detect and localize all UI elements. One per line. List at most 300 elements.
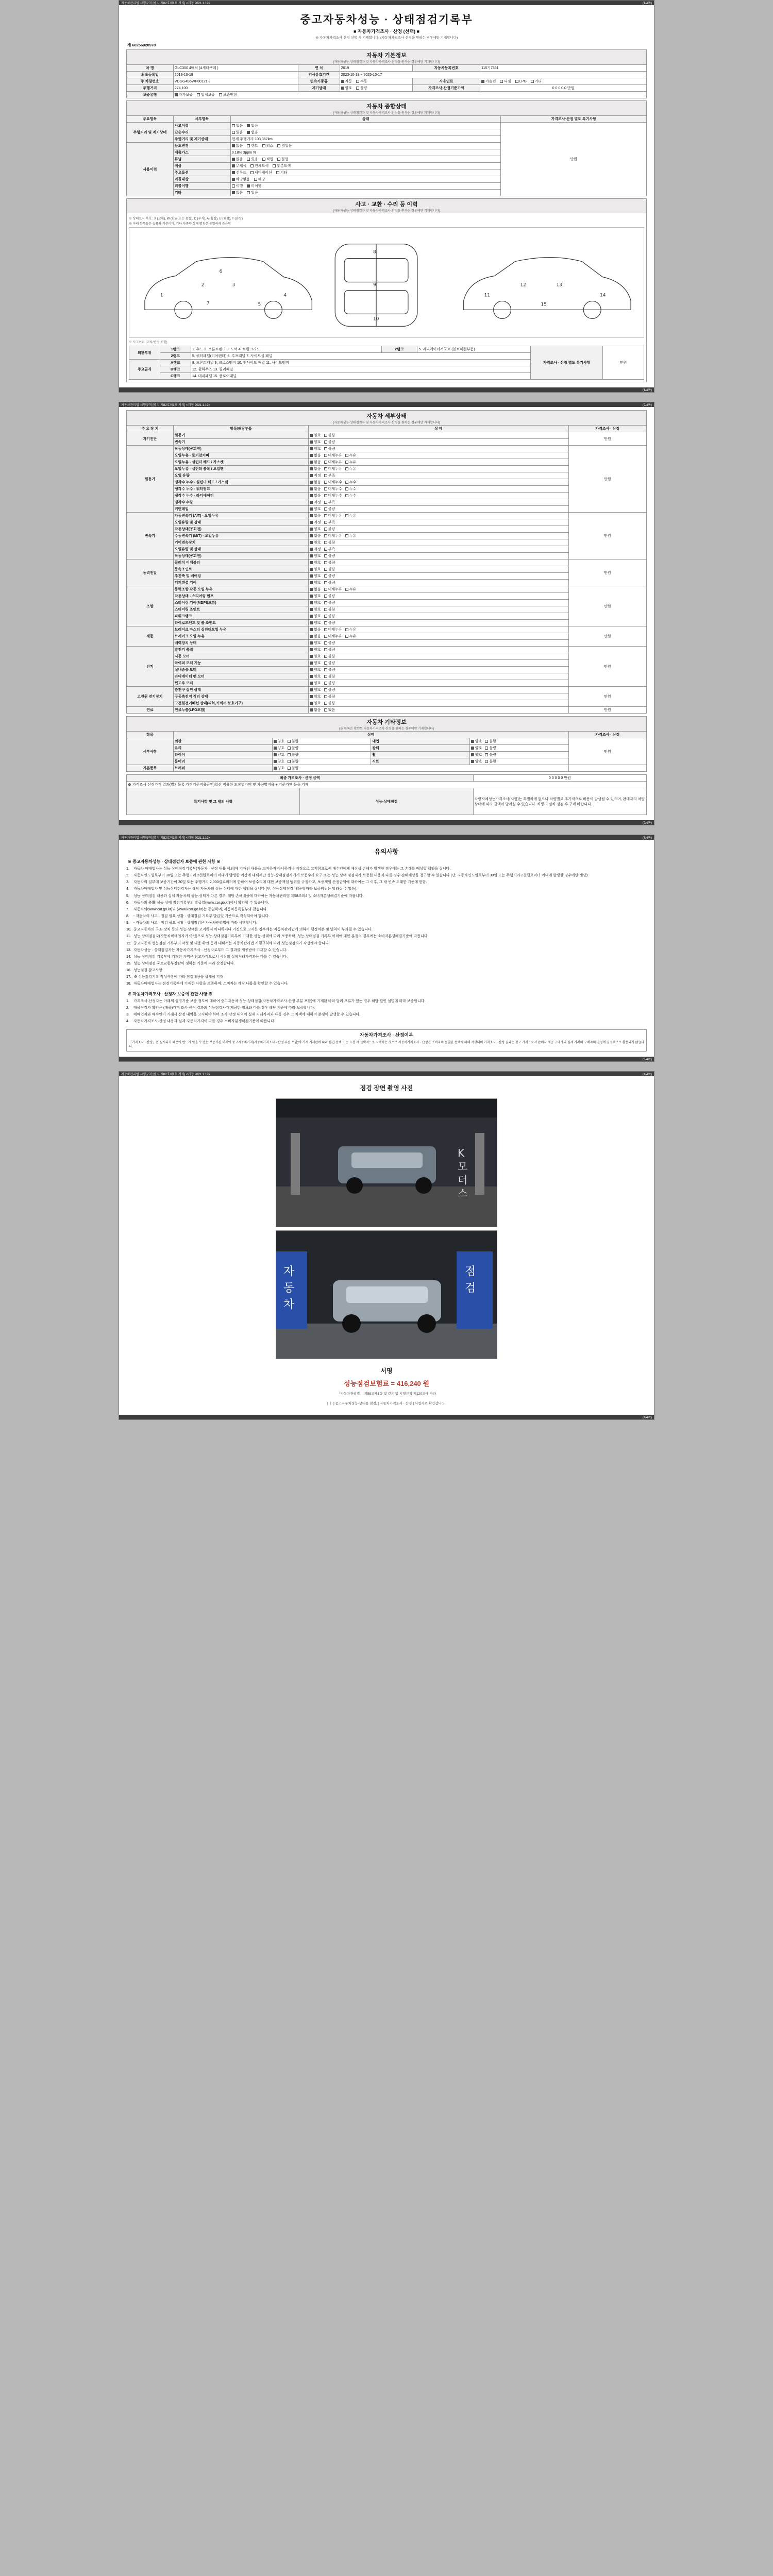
page-2-ref: 자동차관리법 시행규칙 [별지 제82호의1호 서식] <개정 2021.1.19> bbox=[121, 404, 210, 407]
accident-price-head: 가격조사 · 산정 별도 특기사항 bbox=[531, 346, 603, 380]
tuning-none[interactable]: 없음 bbox=[232, 157, 243, 162]
detail-group-4: 조향 bbox=[127, 586, 174, 626]
disclaimer-box bbox=[126, 1029, 647, 1052]
detail-option-양호[interactable]: 양호 bbox=[310, 506, 321, 512]
detail-state-cell bbox=[309, 513, 569, 519]
detail-option-없음[interactable]: 없음 bbox=[310, 486, 321, 492]
other-item-state-b bbox=[469, 738, 568, 745]
list-item-text: 자동차매매업자 및 성능상태점검자는 해당 자동차의 성능·상태에 대한 책임을 집니다 (단, 성능상태점검 내용에 따라 보증범위는 달라질 수 있음). bbox=[133, 887, 358, 891]
list-item-number: 13. bbox=[126, 948, 131, 952]
svg-text:15: 15 bbox=[541, 302, 547, 308]
pricing-digit-4: 0 bbox=[558, 776, 560, 780]
tuning-yes[interactable]: 있음 bbox=[247, 157, 258, 162]
list-item bbox=[126, 1006, 647, 1011]
table-row bbox=[127, 432, 647, 439]
other-option-불량[interactable]: 불량 bbox=[288, 745, 299, 751]
detail-state-cell bbox=[309, 593, 569, 600]
fuel-option-etc[interactable]: 기타 bbox=[531, 79, 542, 84]
pricing-digit-2: 0 bbox=[551, 776, 554, 780]
detail-option-없음[interactable]: 없음 bbox=[310, 466, 321, 471]
detail-option-불량[interactable]: 불량 bbox=[324, 527, 335, 532]
detail-col-device: 주 요 장 치 bbox=[127, 426, 174, 432]
detail-option-미세누유[interactable]: 미세누유 bbox=[324, 453, 342, 458]
warranty-none[interactable]: 보증안함 bbox=[219, 92, 237, 97]
detail-option-양호[interactable]: 양호 bbox=[310, 433, 321, 438]
detail-option-적정[interactable]: 적정 bbox=[310, 473, 321, 478]
recall-yes[interactable]: 해당 bbox=[254, 177, 265, 182]
fuel-option-diesel[interactable]: 디젤 bbox=[500, 79, 511, 84]
simple-repair-no[interactable]: 없음 bbox=[247, 130, 258, 135]
page-3-bottom-number: (3/4쪽) bbox=[642, 1058, 652, 1062]
table-row bbox=[127, 513, 647, 519]
usage-business[interactable]: 영업용 bbox=[277, 143, 292, 148]
detail-option-미세누수[interactable]: 미세누수 bbox=[324, 493, 342, 498]
detail-part-label: 배력장치 상태 bbox=[173, 640, 308, 647]
svg-text:스: 스 bbox=[458, 1187, 468, 1200]
legend-main-frame: 주요골격 bbox=[129, 360, 160, 380]
list-item-number: 5. bbox=[126, 894, 129, 898]
notice-items-list bbox=[126, 867, 647, 987]
detail-option-적정[interactable]: 적정 bbox=[310, 547, 321, 552]
other-option-b-양호[interactable]: 양호 bbox=[471, 752, 482, 757]
other-option-b-불량[interactable]: 불량 bbox=[485, 745, 496, 751]
detail-col-price: 가격조사 · 산정 bbox=[568, 426, 646, 432]
extra-yes[interactable]: 있음 bbox=[247, 190, 258, 195]
detail-option-양호[interactable]: 양호 bbox=[310, 640, 321, 646]
detail-option-없음[interactable]: 없음 bbox=[310, 533, 321, 538]
legend-rank-c: C랭크 bbox=[160, 373, 191, 380]
detail-state-cell bbox=[309, 439, 569, 446]
inspection-photo-2[interactable] bbox=[276, 1230, 497, 1359]
detail-option-없음[interactable]: 없음 bbox=[310, 627, 321, 632]
detail-option-양호[interactable]: 양호 bbox=[310, 694, 321, 699]
list-item-number: 4. bbox=[126, 887, 129, 891]
pricing-left-head: 특기사항 및 그 밖의 사항 bbox=[127, 788, 300, 815]
page-2-bottom-number: (2/4쪽) bbox=[642, 822, 652, 825]
other-option-b-양호[interactable]: 양호 bbox=[471, 759, 482, 764]
value-plate: 115기7561 bbox=[480, 65, 647, 72]
car-damage-diagram[interactable] bbox=[129, 227, 644, 338]
detail-state-cell bbox=[309, 479, 569, 486]
overall-price-note: 만원 bbox=[501, 123, 647, 196]
list-item-number: 3. bbox=[126, 880, 129, 885]
detail-option-불량[interactable]: 불량 bbox=[324, 553, 335, 558]
detail-option-적정[interactable]: 적정 bbox=[310, 520, 321, 525]
recall-done-yes[interactable]: 이행 bbox=[232, 183, 243, 189]
detail-option-양호[interactable]: 양호 bbox=[310, 580, 321, 585]
row-state-tuning bbox=[230, 156, 501, 163]
document-number: 제 60256020978 bbox=[127, 43, 156, 47]
detail-option-부족[interactable]: 부족 bbox=[324, 547, 335, 552]
legend-rank-2-items: 5. 라디에이터서포트 (볼트체결부품) bbox=[417, 346, 531, 353]
other-item-label-a: 외관 bbox=[173, 738, 272, 745]
detail-option-양호[interactable]: 양호 bbox=[310, 687, 321, 692]
detail-option-누유[interactable]: 누유 bbox=[345, 466, 357, 471]
detail-option-미세누수[interactable]: 미세누수 bbox=[324, 480, 342, 485]
option-navigation[interactable]: 내비게이션 bbox=[250, 170, 272, 175]
page-4-ref: 자동차관리법 시행규칙 [별지 제82호의1호 서식] <개정 2021.1.19> bbox=[121, 1073, 210, 1077]
detail-option-없음[interactable]: 없음 bbox=[310, 513, 321, 518]
other-item-state-b bbox=[469, 752, 568, 758]
page-2-top-bar bbox=[119, 402, 654, 407]
other-table-body bbox=[127, 738, 647, 772]
detail-part-label: 냉각수 누수 - 라디에이터 bbox=[173, 493, 308, 499]
detail-option-불량[interactable]: 불량 bbox=[324, 687, 335, 692]
value-vin: VDGG4B5WP80121 3 bbox=[173, 78, 298, 85]
row-state-color bbox=[230, 163, 501, 170]
detail-option-없음[interactable]: 없음 bbox=[310, 493, 321, 498]
detail-state-cell bbox=[309, 493, 569, 499]
section-overall-sub: (자동차성능·상태점검자 및 자동차가격조사·산정을 원하는 경우에만 기재합니다) bbox=[333, 112, 440, 115]
list-item bbox=[126, 921, 647, 926]
detail-part-label: 클러치 어셈블리 bbox=[173, 560, 308, 566]
detail-option-불량[interactable]: 불량 bbox=[324, 614, 335, 619]
signature-footer-2: [ ㅣ ] 중고자동차성능·상태를 점검, [ 자동차가격조사 · 산정 ] 사업자로 확인합니다. bbox=[327, 1402, 446, 1406]
detail-part-label: 냉각수 누수 - 실린더 헤드 / 가스켓 bbox=[173, 479, 308, 486]
list-item bbox=[126, 968, 647, 973]
detail-option-불량[interactable]: 불량 bbox=[324, 667, 335, 672]
detail-option-불량[interactable]: 불량 bbox=[324, 647, 335, 652]
pricing-digit-5: 0 bbox=[561, 776, 563, 780]
detail-option-부족[interactable]: 부족 bbox=[324, 520, 335, 525]
detail-state-cell bbox=[309, 673, 569, 680]
detail-part-label: 윈도우 모터 bbox=[173, 680, 308, 687]
other-basic-option-불량[interactable]: 불량 bbox=[288, 766, 299, 771]
pricing-digit-1: 0 bbox=[548, 776, 551, 780]
other-option-양호[interactable]: 양호 bbox=[274, 739, 285, 744]
detail-option-양호[interactable]: 양호 bbox=[310, 594, 321, 599]
list-item-text: 자동차성능 · 상태점검자는 자동차가격조사 · 산정자로부터 그 결과를 제공받아 기재할 수 있습니다. bbox=[133, 948, 288, 952]
list-item-number: 17. bbox=[126, 975, 131, 979]
other-option-양호[interactable]: 양호 bbox=[274, 759, 285, 764]
detail-option-없음[interactable]: 없음 bbox=[310, 453, 321, 458]
legend-rank-a-items: 8. 프론트패널 9. 크로스멤버 10. 인사이드 패널 11. 사이드멤버 bbox=[191, 360, 530, 366]
detail-option-양호[interactable]: 양호 bbox=[310, 607, 321, 612]
pricing-left-sub: 성능·상태점검 bbox=[300, 788, 473, 815]
color-full[interactable]: 전체도색 bbox=[250, 163, 268, 168]
svg-text:10: 10 bbox=[373, 316, 379, 322]
detail-part-label: 오일 유량 bbox=[173, 472, 308, 479]
other-option-b-양호[interactable]: 양호 bbox=[471, 739, 482, 744]
detail-option-불량[interactable]: 불량 bbox=[324, 660, 335, 666]
other-basic-label: 브러쉬 bbox=[173, 765, 272, 772]
detail-part-label: 브레이크 오일 누유 bbox=[173, 633, 308, 640]
value-year: 2019 bbox=[340, 65, 412, 72]
detail-option-불량[interactable]: 불량 bbox=[324, 540, 335, 545]
detail-option-양호[interactable]: 양호 bbox=[310, 667, 321, 672]
svg-text:자: 자 bbox=[283, 1265, 295, 1279]
other-item-state-a bbox=[272, 752, 371, 758]
list-item-number: 4. bbox=[126, 1019, 129, 1023]
page-1-bottom-number: (1/4쪽) bbox=[642, 389, 652, 392]
table-row bbox=[127, 738, 647, 745]
detail-option-양호[interactable]: 양호 bbox=[310, 439, 321, 445]
svg-text:4: 4 bbox=[283, 293, 287, 298]
usage-lease[interactable]: 리스 bbox=[262, 143, 274, 148]
detail-option-불량[interactable]: 불량 bbox=[324, 681, 335, 686]
page-3-top-bar bbox=[119, 835, 654, 840]
detail-option-불량[interactable]: 불량 bbox=[324, 560, 335, 565]
detail-price-cell: 만원 bbox=[568, 687, 646, 707]
inspection-photo-1[interactable] bbox=[276, 1098, 497, 1227]
row-state-options bbox=[230, 170, 501, 176]
detail-option-불량[interactable]: 불량 bbox=[324, 640, 335, 646]
legend-rank-b: B랭크 bbox=[160, 366, 191, 373]
detail-option-없음[interactable]: 없음 bbox=[310, 587, 321, 592]
row-state-usage-change bbox=[230, 143, 501, 149]
list-item-text: 자동차의 일부에 보증기간이 30일 또는 주행거리 2,000킬로미터에 한하여 보증수리에 대한 보증책임 범위를 규정하고, 보증책임 산정금액에 대하여는 그 이후, 그 밖 변속 도래한 기준에 한함. bbox=[133, 880, 427, 885]
detail-option-불량[interactable]: 불량 bbox=[324, 439, 335, 445]
page-subtitle-note: ※ 자동차가격조사·산정 선택 시 기재합니다. (자동차가격조사·산정을 원하는 경우에만 기재합니다) bbox=[315, 36, 458, 40]
detail-option-양호[interactable]: 양호 bbox=[310, 573, 321, 579]
list-item-number: 2. bbox=[126, 1006, 129, 1010]
label-car-name: 차 명 bbox=[127, 65, 174, 72]
page-number-2: (2/4쪽) bbox=[642, 404, 652, 407]
list-item-text: 자동차인도일로부터 30일 또는 주행거리 2천킬로미터 이내에 발생한 이상에 대해서만 성능·상태점검자에게 보증수리 요구 또는 성능·상태 점검자가 보증한 내용과 다를 경우 손해배상을 청구할 수 있습니다 (단, 자동차인도일로부터 30일 또는 주행거리 2천킬로미터 이내에 발생한 경우에만 해당). bbox=[133, 874, 589, 878]
accident-no[interactable]: 없음 bbox=[247, 123, 258, 128]
notice-sub-items-list bbox=[126, 999, 647, 1025]
other-item-state-b bbox=[469, 745, 568, 752]
mileage-value: 현재 주행거리 103,367km bbox=[231, 138, 273, 141]
detail-group-0: 자기진단 bbox=[127, 432, 174, 446]
svg-text:모: 모 bbox=[458, 1160, 468, 1173]
detail-col-part: 항목/해당부품 bbox=[173, 426, 308, 432]
fuel-option-gasoline[interactable]: 가솔린 bbox=[481, 79, 496, 84]
detail-option-누유[interactable]: 누유 bbox=[345, 587, 357, 592]
other-option-b-불량[interactable]: 불량 bbox=[485, 759, 496, 764]
detail-option-불량[interactable]: 불량 bbox=[324, 567, 335, 572]
page-1-top-bar bbox=[119, 1, 654, 5]
list-item-text: 성능·상태점검 기록부에 기재된 가격은 참고가격으로서 시장의 실제거래가격과는 다를 수 있습니다. bbox=[133, 955, 288, 959]
detail-state-cell bbox=[309, 506, 569, 513]
detail-option-누수[interactable]: 누수 bbox=[345, 493, 357, 498]
detail-option-양호[interactable]: 양호 bbox=[310, 654, 321, 659]
detail-option-불량[interactable]: 불량 bbox=[324, 701, 335, 706]
recall-done-no[interactable]: 미이행 bbox=[247, 183, 261, 189]
detail-option-불량[interactable]: 불량 bbox=[324, 506, 335, 512]
detail-option-양호[interactable]: 양호 bbox=[310, 527, 321, 532]
detail-option-불량[interactable]: 불량 bbox=[324, 433, 335, 438]
detail-option-양호[interactable]: 양호 bbox=[310, 647, 321, 652]
detail-option-적정[interactable]: 적정 bbox=[310, 500, 321, 505]
table-row bbox=[127, 707, 647, 714]
usage-rent[interactable]: 렌트 bbox=[247, 143, 258, 148]
legend-rank-1: 1랭크 bbox=[160, 346, 191, 353]
detail-option-미세누유[interactable]: 미세누유 bbox=[324, 513, 342, 518]
pricing-unit: 만원 bbox=[564, 776, 571, 780]
detail-option-미세누유[interactable]: 미세누유 bbox=[324, 466, 342, 471]
row-sub-extra: 기타 bbox=[173, 190, 230, 196]
meter-good[interactable]: 양호 bbox=[341, 86, 352, 91]
list-item-text: 성능점검 참고사항 bbox=[133, 969, 163, 973]
col-state: 상태 bbox=[230, 116, 501, 123]
detail-option-미세누유[interactable]: 미세누유 bbox=[324, 627, 342, 632]
list-item-text: 자동차매매업자는 점검기록부에 기재한 사항을 보증하며, 소비자는 해당 내용을 확인할 수 있습니다. bbox=[133, 982, 289, 986]
table-row bbox=[127, 586, 647, 593]
detail-option-양호[interactable]: 양호 bbox=[310, 614, 321, 619]
row-state-emission: 0.18% 3ppm % bbox=[230, 149, 501, 156]
detail-state-cell bbox=[309, 680, 569, 687]
detail-option-불량[interactable]: 불량 bbox=[324, 580, 335, 585]
fuel-option-lpg[interactable]: LPG bbox=[515, 80, 527, 83]
transmission-option-auto[interactable]: 자동 bbox=[341, 79, 352, 84]
other-group-label: 세부사항 bbox=[127, 738, 174, 765]
car-diagram-svg bbox=[129, 228, 644, 337]
detail-option-누유[interactable]: 누유 bbox=[345, 627, 357, 632]
option-sunroof[interactable]: 선루프 bbox=[232, 170, 246, 175]
detail-part-label: 라디에이터 팬 모터 bbox=[173, 673, 308, 680]
detail-option-양호[interactable]: 양호 bbox=[310, 553, 321, 558]
other-option-b-불량[interactable]: 불량 bbox=[485, 752, 496, 757]
accident-yes[interactable]: 있음 bbox=[232, 123, 243, 128]
detail-option-누수[interactable]: 누수 bbox=[345, 486, 357, 492]
meter-bad[interactable]: 불량 bbox=[356, 86, 367, 91]
svg-text:5: 5 bbox=[258, 302, 261, 308]
detail-option-양호[interactable]: 양호 bbox=[310, 560, 321, 565]
list-item-text: ※ 성능점검기록 작성사항에 따라 점검내용을 상세히 기재 bbox=[133, 975, 224, 979]
detail-part-label: 오일유량 및 상태 bbox=[173, 519, 308, 526]
color-partial[interactable]: 부분도색 bbox=[273, 163, 291, 168]
price-label: 성능점검보험료 = bbox=[344, 1380, 395, 1388]
row-sub-recall-done: 리콜이행 bbox=[173, 183, 230, 190]
list-item-text: 성능·상태점검 내용과 실제 자동차의 성능·상태가 다른 경우, 해당 손해배상에 대하여는 자동차관리법 제58조의4 및 소비자분쟁해결기준에 따릅니다. bbox=[133, 894, 364, 898]
warranty-company[interactable]: 업체보증 bbox=[197, 92, 215, 97]
detail-option-불량[interactable]: 불량 bbox=[324, 607, 335, 612]
detail-option-없음[interactable]: 없음 bbox=[310, 460, 321, 465]
detail-option-없음[interactable]: 없음 bbox=[310, 480, 321, 485]
detail-option-양호[interactable]: 양호 bbox=[310, 620, 321, 625]
table-row bbox=[127, 78, 647, 85]
detail-option-누유[interactable]: 누유 bbox=[345, 460, 357, 465]
detail-state-cell bbox=[309, 499, 569, 506]
section-accident bbox=[126, 198, 647, 213]
detail-option-있음[interactable]: 있음 bbox=[324, 707, 335, 713]
detail-state-cell bbox=[309, 519, 569, 526]
detail-part-label: 디퍼렌셜 기어 bbox=[173, 580, 308, 586]
tuning-illegal[interactable]: 불법 bbox=[277, 157, 289, 162]
detail-option-미세누수[interactable]: 미세누수 bbox=[324, 486, 342, 492]
list-item-number: 1. bbox=[126, 867, 129, 871]
detail-option-미세누유[interactable]: 미세누유 bbox=[324, 634, 342, 639]
detail-option-양호[interactable]: 양호 bbox=[310, 600, 321, 605]
detail-option-양호[interactable]: 양호 bbox=[310, 567, 321, 572]
svg-text:터: 터 bbox=[458, 1174, 468, 1187]
row-state-accident bbox=[230, 123, 501, 129]
detail-option-누유[interactable]: 누유 bbox=[345, 453, 357, 458]
transmission-option-manual[interactable]: 수동 bbox=[356, 79, 367, 84]
detail-part-label: 원동기 bbox=[173, 432, 308, 439]
detail-option-양호[interactable]: 양호 bbox=[310, 681, 321, 686]
detail-state-cell bbox=[309, 667, 569, 673]
signature-footer-1: 「자동차관리법」 제58조제1항 및 같은 법 시행규칙 제120조에 따라 bbox=[337, 1392, 436, 1396]
detail-option-누유[interactable]: 누유 bbox=[345, 533, 357, 538]
page-number-1: (1/4쪽) bbox=[642, 2, 652, 5]
detail-option-미세누유[interactable]: 미세누유 bbox=[324, 533, 342, 538]
other-option-불량[interactable]: 불량 bbox=[288, 759, 299, 764]
detail-option-누수[interactable]: 누수 bbox=[345, 480, 357, 485]
detail-part-label: 기어변속장치 bbox=[173, 539, 308, 546]
tuning-legal[interactable]: 적법 bbox=[262, 157, 274, 162]
detail-option-불량[interactable]: 불량 bbox=[324, 654, 335, 659]
detail-option-양호[interactable]: 양호 bbox=[310, 660, 321, 666]
detail-option-미세누유[interactable]: 미세누유 bbox=[324, 587, 342, 592]
usage-none[interactable]: 없음 bbox=[232, 143, 243, 148]
recall-none[interactable]: 해당없음 bbox=[232, 177, 250, 182]
detail-part-label: 냉각수 수량 bbox=[173, 499, 308, 506]
detail-part-label: 스티어링 조인트 bbox=[173, 606, 308, 613]
legend-rank-c-items: 14. 대쉬패널 15. 플로어패널 bbox=[191, 373, 530, 380]
other-option-b-양호[interactable]: 양호 bbox=[471, 745, 482, 751]
detail-option-불량[interactable]: 불량 bbox=[324, 573, 335, 579]
detail-part-label: 오일누유 - 실린더 블록 / 오일팬 bbox=[173, 466, 308, 472]
list-item bbox=[126, 894, 647, 899]
label-warranty: 보증유형 bbox=[127, 92, 174, 98]
row-label-mileage-group: 주행거리 및 계기상태 bbox=[127, 123, 174, 143]
detail-option-불량[interactable]: 불량 bbox=[324, 594, 335, 599]
basic-info-table bbox=[126, 64, 647, 98]
detail-group-2: 변속기 bbox=[127, 513, 174, 560]
detail-option-양호[interactable]: 양호 bbox=[310, 674, 321, 679]
other-col-price: 가격조사 · 산정 bbox=[568, 732, 646, 738]
other-option-b-불량[interactable]: 불량 bbox=[485, 739, 496, 744]
detail-part-label: 고전원전기배선 상태(피복,커넥터,보호기구) bbox=[173, 700, 308, 707]
detail-table bbox=[126, 425, 647, 714]
detail-option-누유[interactable]: 누유 bbox=[345, 634, 357, 639]
detail-state-cell bbox=[309, 586, 569, 593]
detail-option-양호[interactable]: 양호 bbox=[310, 540, 321, 545]
detail-option-불량[interactable]: 불량 bbox=[324, 446, 335, 451]
section-accident-title: 사고 · 교환 · 수리 등 이력 bbox=[355, 201, 418, 208]
label-fuel: 사용연료 bbox=[412, 78, 480, 85]
list-item-text: - 자동차의 사고 · 점검 필요 상황 · 상태점검은 자동차관리법에 따라 시행합니다. bbox=[133, 921, 257, 925]
detail-option-불량[interactable]: 불량 bbox=[324, 674, 335, 679]
section-detail-sub: (자동차성능·상태점검자 및 자동차가격조사·산정을 원하는 경우에만 기재합니다) bbox=[333, 421, 440, 425]
svg-text:3: 3 bbox=[232, 282, 236, 288]
accident-legend-table bbox=[129, 346, 644, 380]
detail-part-label: 수동변속기 (M/T) - 오일누유 bbox=[173, 533, 308, 539]
detail-option-없음[interactable]: 없음 bbox=[310, 634, 321, 639]
detail-option-부족[interactable]: 부족 bbox=[324, 500, 335, 505]
warranty-self[interactable]: 자가보증 bbox=[175, 92, 193, 97]
detail-option-불량[interactable]: 불량 bbox=[324, 694, 335, 699]
detail-price-cell: 만원 bbox=[568, 707, 646, 714]
detail-option-불량[interactable]: 불량 bbox=[324, 600, 335, 605]
other-option-양호[interactable]: 양호 bbox=[274, 745, 285, 751]
detail-option-미세누유[interactable]: 미세누유 bbox=[324, 460, 342, 465]
notice-sub-head: ※ 자동차가격조사 · 산정자 보증에 관한 사항 ※ bbox=[127, 991, 213, 996]
detail-option-불량[interactable]: 불량 bbox=[324, 620, 335, 625]
option-etc[interactable]: 기타 bbox=[276, 170, 288, 175]
photo-2-graphic bbox=[276, 1231, 497, 1359]
detail-option-누유[interactable]: 누유 bbox=[345, 513, 357, 518]
simple-repair-yes[interactable]: 있음 bbox=[232, 130, 243, 135]
row-state-mileage bbox=[230, 136, 501, 143]
detail-option-없음[interactable]: 없음 bbox=[310, 707, 321, 713]
other-option-양호[interactable]: 양호 bbox=[274, 752, 285, 757]
color-plain[interactable]: 무채색 bbox=[232, 163, 246, 168]
other-option-불량[interactable]: 불량 bbox=[288, 752, 299, 757]
other-basic-option-양호[interactable]: 양호 bbox=[274, 766, 285, 771]
detail-option-부족[interactable]: 부족 bbox=[324, 473, 335, 478]
other-option-불량[interactable]: 불량 bbox=[288, 739, 299, 744]
svg-text:동: 동 bbox=[283, 1282, 295, 1295]
detail-part-label: 변속기 bbox=[173, 439, 308, 446]
extra-none[interactable]: 없음 bbox=[232, 190, 243, 195]
detail-option-양호[interactable]: 양호 bbox=[310, 446, 321, 451]
detail-option-양호[interactable]: 양호 bbox=[310, 701, 321, 706]
other-item-label-a: 룸미러 bbox=[173, 758, 272, 765]
detail-price-cell: 만원 bbox=[568, 513, 646, 560]
